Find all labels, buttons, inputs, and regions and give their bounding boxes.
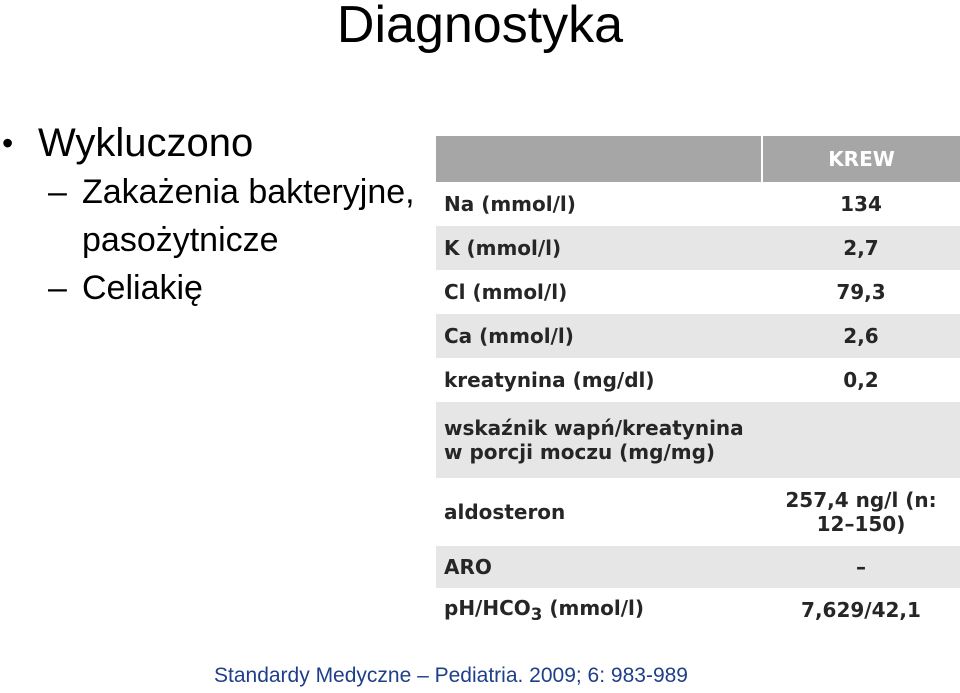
table-row: [436, 358, 960, 402]
row-value: 2,6: [762, 314, 960, 358]
table-row: [436, 226, 960, 270]
row-label: Ca (mmol/l): [436, 314, 762, 358]
bullet-dot-icon: •: [2, 125, 14, 161]
table-row: [436, 402, 960, 478]
row-label: wskaźnik wapń/kreatynina w porcji moczu (mg/mg): [436, 402, 762, 478]
blood-results-table: [436, 136, 960, 632]
row-label: K (mmol/l): [436, 226, 762, 270]
row-label: Cl (mmol/l): [444, 280, 568, 304]
ph-label: pH/HCO: [444, 596, 531, 620]
slide-title: Diagnostyka: [336, 0, 624, 54]
sub-bullet-celiac-text: Celiakię: [82, 269, 203, 307]
row-label: ARO: [436, 546, 762, 588]
row-value: 134: [840, 192, 882, 216]
row-value: 7,629/42,1: [801, 598, 921, 622]
row-value: –: [762, 546, 960, 588]
ph-label-unit: (mmol/l): [542, 596, 645, 620]
row-label: Na (mmol/l): [444, 192, 576, 216]
table-header-empty: [436, 136, 762, 182]
row-label: [436, 588, 762, 632]
table-row: [436, 270, 960, 314]
sub-bullet-infections: [0, 168, 420, 264]
row-value: [762, 402, 960, 478]
table-row: [436, 314, 960, 358]
sub-bullet-celiac: [0, 264, 420, 312]
footer-citation: Standardy Medyczne – Pediatria. 2009; 6: 983-989: [214, 664, 688, 687]
row-label: kreatynina (mg/dl): [444, 368, 655, 392]
table-row: [436, 588, 960, 632]
table-header-row: [436, 136, 960, 182]
dash-icon: –: [48, 269, 67, 307]
table-row: [436, 182, 960, 226]
row-value: 0,2: [843, 368, 879, 392]
row-value: 2,7: [762, 226, 960, 270]
row-value: 257,4 ng/l (n: 12–150): [785, 488, 937, 536]
table-row: [436, 478, 960, 546]
bullet-excluded: [0, 118, 420, 168]
table-row: [436, 546, 960, 588]
table-header-blood: KREW: [762, 136, 960, 182]
bullet-list: [0, 118, 420, 312]
sub-bullet-infections-text: Zakażenia bakteryjne, pasożytnicze: [82, 173, 415, 259]
bullet-excluded-text: Wykluczono: [38, 121, 254, 165]
dash-icon: –: [48, 173, 67, 211]
blood-results-table-container: [436, 136, 960, 638]
row-label: aldosteron: [444, 500, 566, 524]
ph-label-subscript: 3: [530, 605, 543, 624]
row-value: 79,3: [836, 280, 886, 304]
